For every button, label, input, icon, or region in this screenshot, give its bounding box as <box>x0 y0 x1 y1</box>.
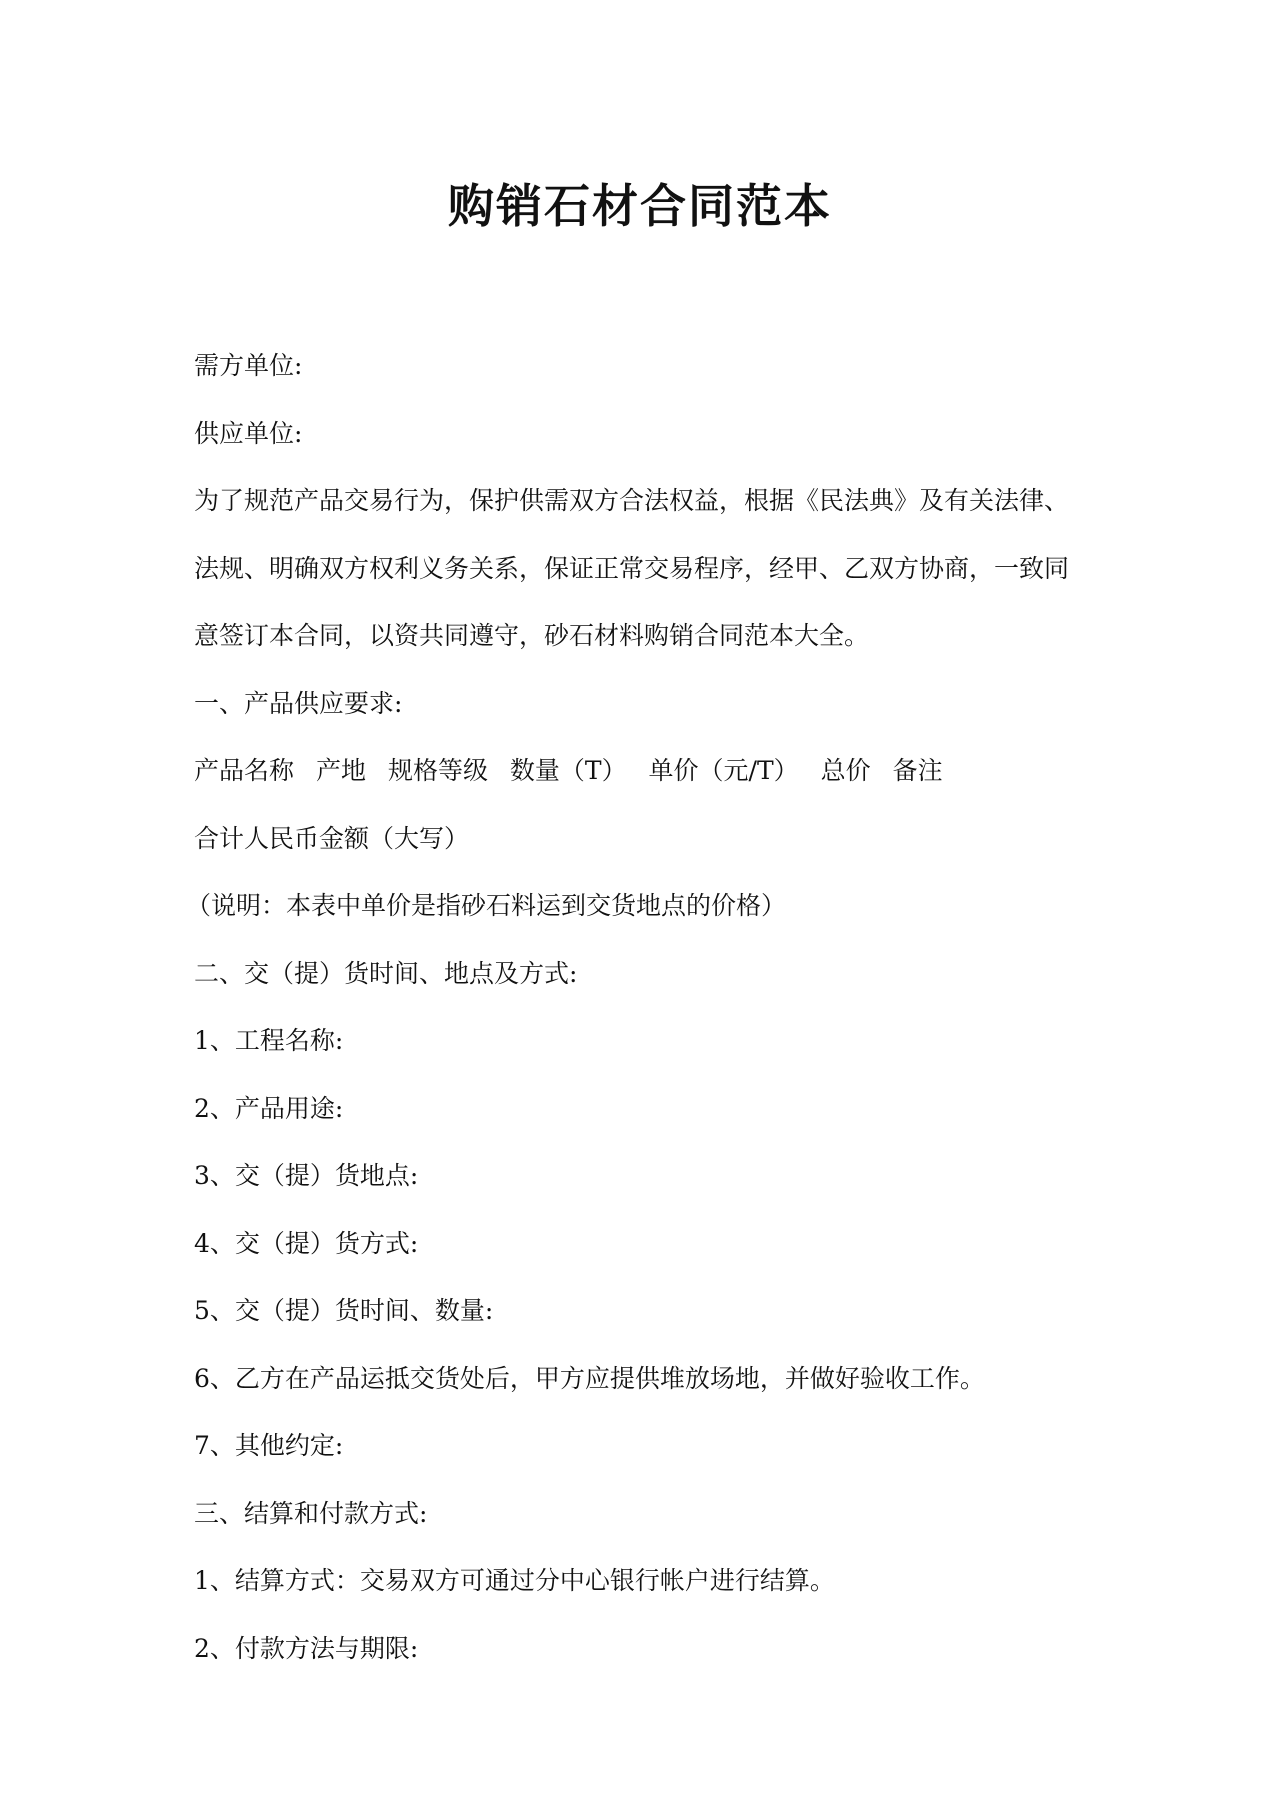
clause-2-2: 2、产品用途: <box>194 1093 344 1123</box>
clause-2-5: 5、交（提）货时间、数量: <box>194 1296 494 1325</box>
document-body <box>186 332 1094 1682</box>
clause-3-1: 1、结算方式：交易双方可通过分中心银行帐户进行结算。 <box>194 1566 835 1595</box>
document-title: 购销石材合同范本 <box>448 179 832 233</box>
section-heading-3: 三、结算和付款方式: <box>194 1498 428 1528</box>
header-unit-price: 单价（元/T） <box>648 756 799 785</box>
clause-3-2: 2、付款方法与期限: <box>194 1633 419 1663</box>
clause-2-6: 6、乙方在产品运抵交货处后，甲方应提供堆放场地，并做好验收工作。 <box>194 1363 985 1393</box>
preamble-line-3: 意签订本合同，以资共同遵守，砂石材料购销合同范本大全。 <box>194 621 870 650</box>
preamble-line-2: 法规、明确双方权利义务关系，保证正常交易程序，经甲、乙双方协商，一致同 <box>194 553 1070 583</box>
product-table-header <box>194 737 1094 805</box>
buyer-line: 需方单位: <box>194 351 303 380</box>
header-total-price: 总价 <box>820 756 871 785</box>
header-product-name: 产品名称 <box>194 756 295 785</box>
header-remarks: 备注 <box>892 756 943 785</box>
supplier-line: 供应单位: <box>194 418 303 448</box>
section-heading-1: 一、产品供应要求: <box>194 688 403 718</box>
price-note-line: （说明：本表中单价是指砂石料运到交货地点的价格） <box>186 891 787 920</box>
preamble-line-1: 为了规范产品交易行为，保护供需双方合法权益，根据《民法典》及有关法律、 <box>194 486 1070 515</box>
section-heading-2: 二、交（提）货时间、地点及方式: <box>194 958 578 988</box>
clause-2-7: 7、其他约定: <box>194 1431 344 1460</box>
clause-2-4: 4、交（提）货方式: <box>194 1228 419 1258</box>
total-amount-line: 合计人民币金额（大写） <box>194 823 470 853</box>
header-origin: 产地 <box>315 756 366 785</box>
header-quantity: 数量（T） <box>509 756 627 785</box>
clause-2-3: 3、交（提）货地点: <box>194 1161 419 1190</box>
clause-2-1: 1、工程名称: <box>194 1026 344 1055</box>
header-spec-grade: 规格等级 <box>387 756 488 785</box>
